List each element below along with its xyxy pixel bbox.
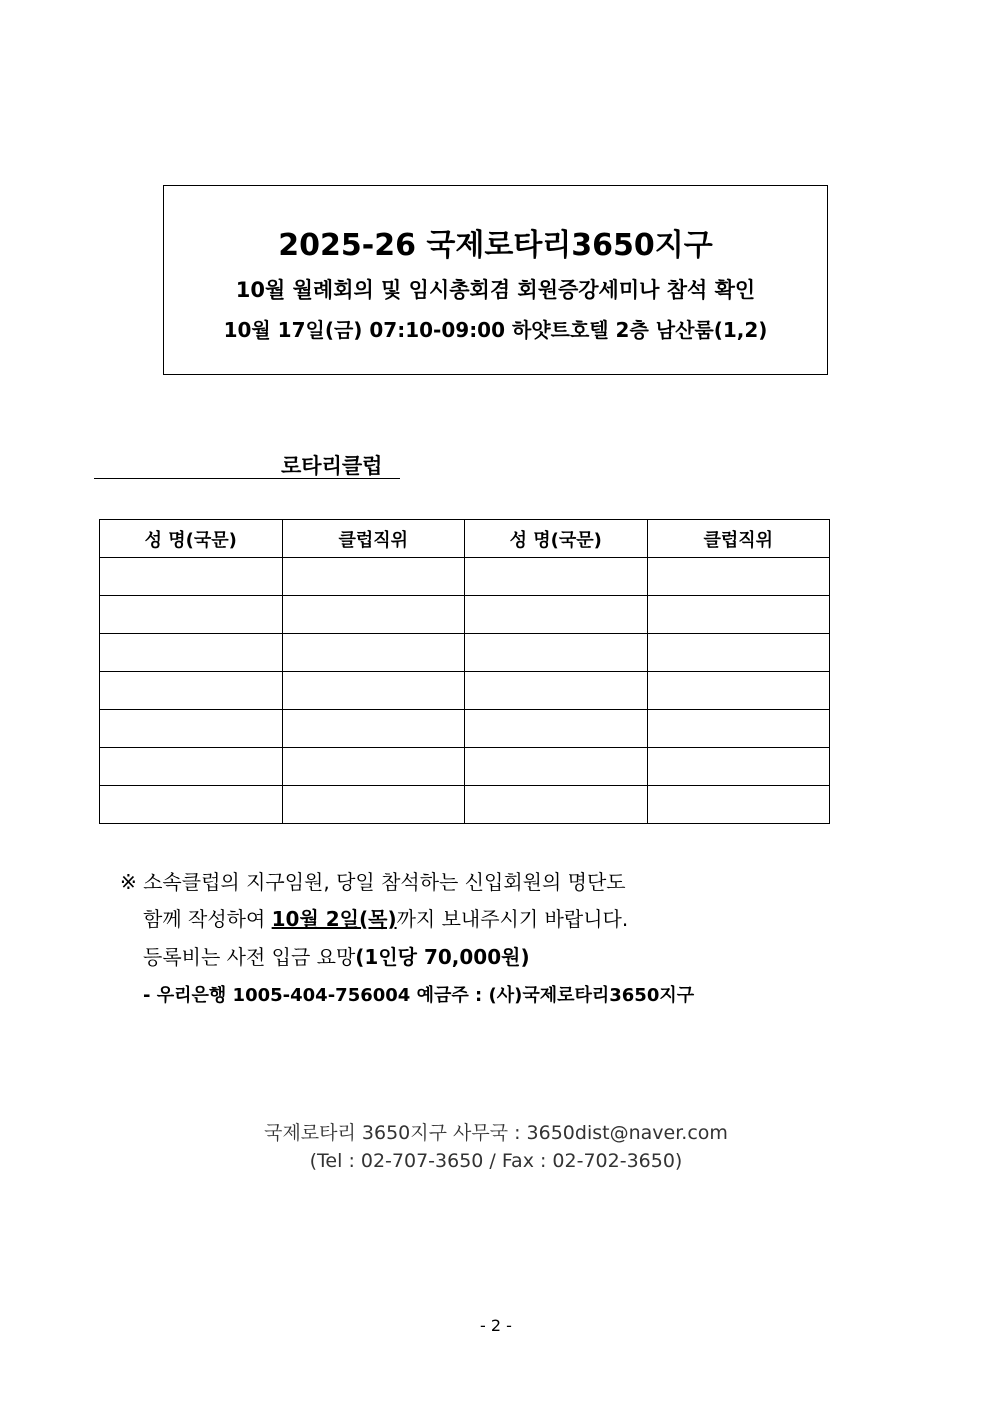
name-cell[interactable] bbox=[100, 596, 283, 634]
note-fee bbox=[143, 941, 530, 970]
name-cell[interactable] bbox=[465, 786, 648, 824]
table-row bbox=[100, 672, 830, 710]
table-row bbox=[100, 710, 830, 748]
column-header-name: 성 명(국문) bbox=[100, 520, 283, 558]
fee-amount: (1인당 70,000원) bbox=[355, 945, 530, 969]
column-header-position: 클럽직위 bbox=[282, 520, 465, 558]
name-cell[interactable] bbox=[465, 634, 648, 672]
name-cell[interactable] bbox=[100, 710, 283, 748]
position-cell[interactable] bbox=[282, 596, 465, 634]
note-members: ※ 소속클럽의 지구임원, 당일 참석하는 신입회원의 명단도 bbox=[120, 870, 626, 894]
table-row bbox=[100, 558, 830, 596]
table-row bbox=[100, 596, 830, 634]
name-cell[interactable] bbox=[465, 748, 648, 786]
position-cell[interactable] bbox=[282, 558, 465, 596]
document-title: 2025-26 국제로타리3650지구 bbox=[278, 228, 713, 263]
office-email: 국제로타리 3650지구 사무국 : 3650dist@naver.com bbox=[264, 1122, 728, 1144]
position-cell[interactable] bbox=[647, 710, 830, 748]
note-deadline-post: 까지 보내주시기 바랍니다. bbox=[396, 907, 629, 931]
table-row bbox=[100, 786, 830, 824]
attendance-table bbox=[99, 519, 830, 824]
position-cell[interactable] bbox=[282, 634, 465, 672]
table-row bbox=[100, 748, 830, 786]
position-cell[interactable] bbox=[647, 634, 830, 672]
name-cell[interactable] bbox=[465, 558, 648, 596]
position-cell[interactable] bbox=[647, 748, 830, 786]
name-cell[interactable] bbox=[100, 748, 283, 786]
position-cell[interactable] bbox=[647, 558, 830, 596]
position-cell[interactable] bbox=[282, 786, 465, 824]
position-cell[interactable] bbox=[282, 748, 465, 786]
deadline-date: 10월 2일(목) bbox=[271, 907, 397, 931]
name-cell[interactable] bbox=[465, 596, 648, 634]
bank-account: - 우리은행 1005-404-756004 예금주 : (사)국제로타리3650지구 bbox=[143, 985, 695, 1006]
column-header-name: 성 명(국문) bbox=[465, 520, 648, 558]
position-cell[interactable] bbox=[282, 710, 465, 748]
event-title: 10월 월례회의 및 임시총회겸 회원증강세미나 참석 확인 bbox=[235, 278, 756, 302]
name-cell[interactable] bbox=[100, 634, 283, 672]
header-box bbox=[163, 185, 828, 375]
note-deadline bbox=[143, 903, 628, 932]
event-details: 10월 17일(금) 07:10-09:00 하얏트호텔 2층 남산룸(1,2) bbox=[223, 318, 768, 342]
position-cell[interactable] bbox=[647, 596, 830, 634]
club-label: 로타리클럽 bbox=[281, 454, 383, 478]
name-cell[interactable] bbox=[465, 710, 648, 748]
table-row bbox=[100, 634, 830, 672]
name-cell[interactable] bbox=[100, 672, 283, 710]
office-contact: (Tel : 02-707-3650 / Fax : 02-702-3650) bbox=[309, 1150, 683, 1172]
name-cell[interactable] bbox=[465, 672, 648, 710]
table-header-row bbox=[100, 520, 830, 558]
name-cell[interactable] bbox=[100, 558, 283, 596]
position-cell[interactable] bbox=[647, 672, 830, 710]
page-number: - 2 - bbox=[480, 1316, 512, 1335]
name-cell[interactable] bbox=[100, 786, 283, 824]
note-deadline-pre: 함께 작성하여 bbox=[143, 907, 272, 931]
position-cell[interactable] bbox=[647, 786, 830, 824]
note-fee-pre: 등록비는 사전 입금 요망 bbox=[143, 945, 356, 969]
position-cell[interactable] bbox=[282, 672, 465, 710]
column-header-position: 클럽직위 bbox=[647, 520, 830, 558]
